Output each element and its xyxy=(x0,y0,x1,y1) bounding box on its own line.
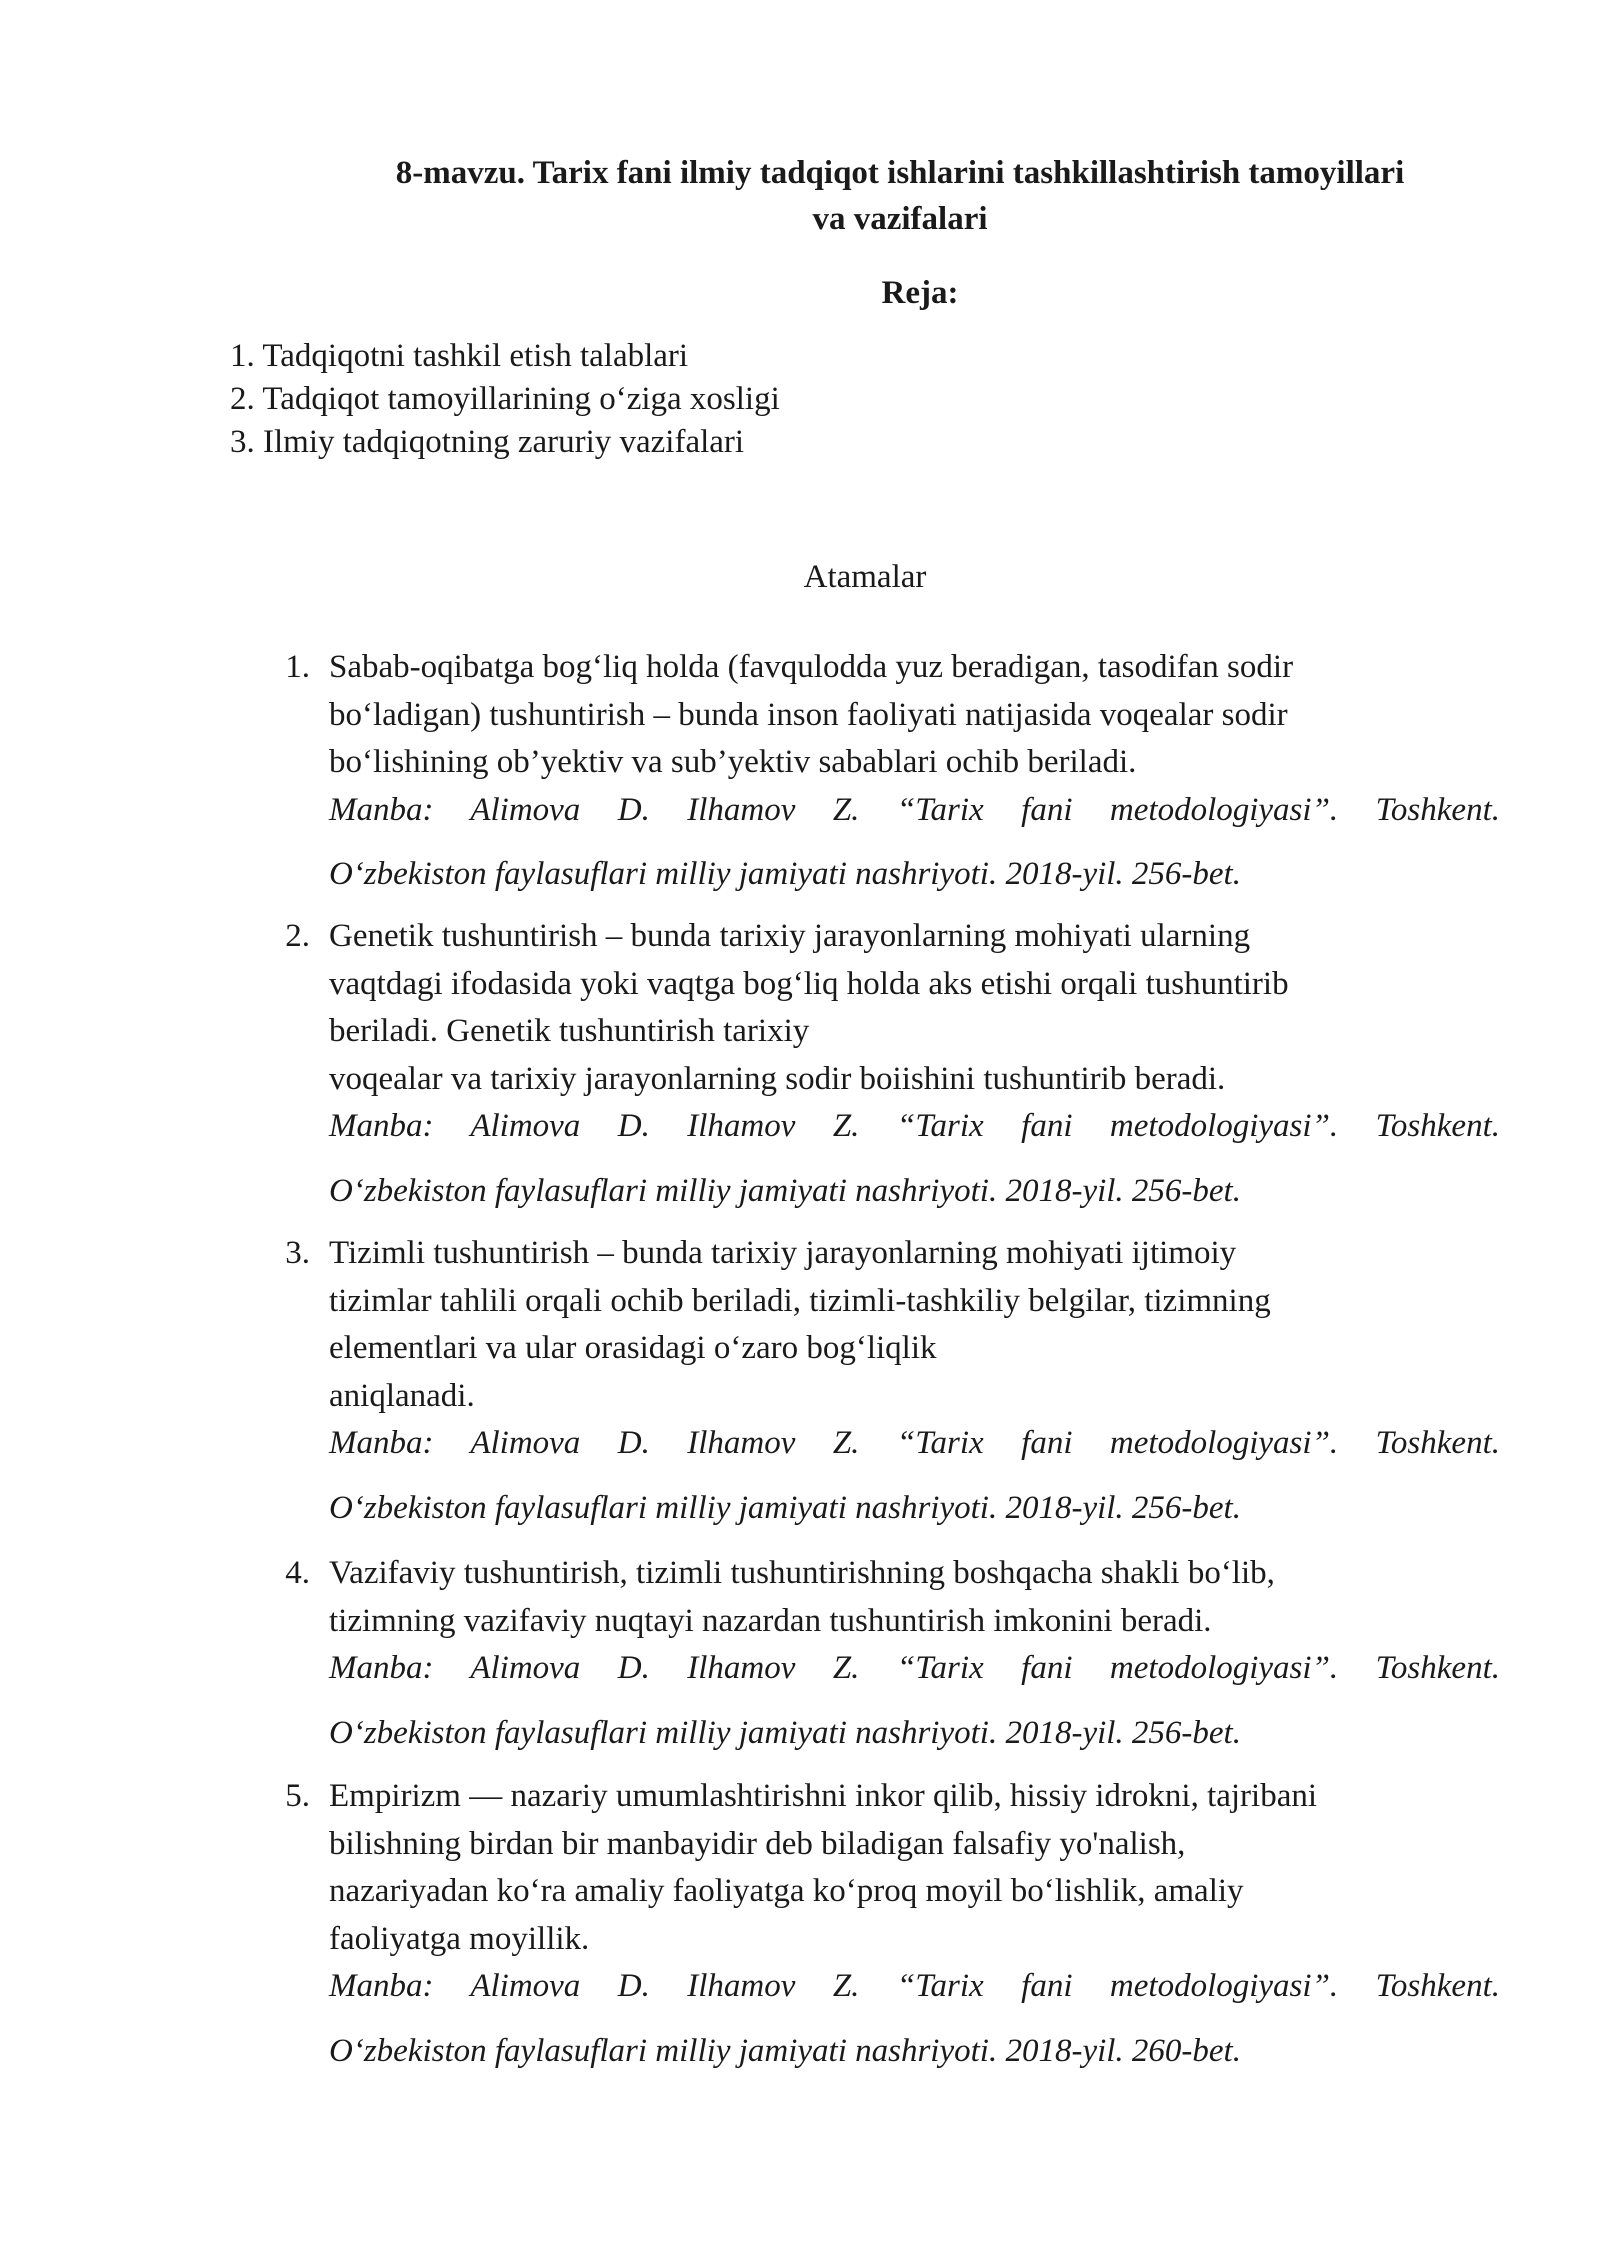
term-text-line: Tizimli tushuntirish – bunda tarixiy jarayonlarning mohiyati ijtimoiy xyxy=(329,1235,1237,1271)
plan-item: 2. Tadqiqot tamoyillarining o‘ziga xosligi xyxy=(230,381,780,417)
term-source-line: O‘zbekiston faylasuflari milliy jamiyati nashriyoti. 2018-yil. 256-bet. xyxy=(329,1489,1241,1526)
term-text-line: Empirizm — nazariy umumlashtirishni inkor qilib, hissiy idrokni, tajribani xyxy=(329,1778,1318,1814)
title-line-1: 8-mavzu. Tarix fani ilmiy tadqiqot ishlarini tashkillashtirish tamoyillari xyxy=(395,155,1405,191)
term-text-line: nazariyadan ko‘ra amaliy faoliyatga ko‘proq moyil bo‘lishlik, amaliy xyxy=(329,1873,1244,1909)
term-text-line: vaqtdagi ifodasida yoki vaqtga bog‘liq holda aks etishi orqali tushuntirib xyxy=(329,965,1289,1002)
title-line-2: va vazifalari xyxy=(812,201,988,237)
term-source-line: O‘zbekiston faylasuflari milliy jamiyati nashriyoti. 2018-yil. 256-bet. xyxy=(329,856,1241,892)
term-text-line: tizimning vazifaviy nuqtayi nazardan tushuntirish imkonini beradi. xyxy=(329,1602,1212,1639)
term-text-line: Vazifaviy tushuntirish, tizimli tushuntirishning boshqacha shakli bo‘lib, xyxy=(329,1555,1275,1591)
term-text-line: voqealar va tarixiy jarayonlarning sodir boiishini tushuntirib beradi. xyxy=(329,1060,1226,1097)
plan-list xyxy=(230,335,1130,464)
term-number: 5. xyxy=(285,1778,310,1814)
term-source-line: Manba: Alimova D. Ilhamov Z. “Tarix fani metodologiyasi”. Toshkent. xyxy=(329,791,1500,828)
terms-heading: Atamalar xyxy=(803,559,927,595)
term-number: 3. xyxy=(285,1235,310,1271)
plan-item: 3. Ilmiy tadqiqotning zaruriy vazifalari xyxy=(230,424,745,460)
term-body xyxy=(329,1230,1500,1532)
term-text-line: beriladi. Genetik tushuntirish tarixiy xyxy=(329,1013,810,1049)
term-text-line: faoliyatga moyillik. xyxy=(329,1920,590,1957)
term-body xyxy=(329,913,1500,1215)
term-source-line: O‘zbekiston faylasuflari milliy jamiyati nashriyoti. 2018-yil. 256-bet. xyxy=(329,1714,1241,1751)
term-source-line: O‘zbekiston faylasuflari milliy jamiyati nashriyoti. 2018-yil. 256-bet. xyxy=(329,1172,1241,1209)
term-source-line: Manba: Alimova D. Ilhamov Z. “Tarix fani metodologiyasi”. Toshkent. xyxy=(329,1968,1500,2004)
term-source-line: Manba: Alimova D. Ilhamov Z. “Tarix fani metodologiyasi”. Toshkent. xyxy=(329,1108,1500,1144)
term-body xyxy=(329,1550,1500,1757)
term-text-line: bo‘ladigan) tushuntirish – bunda inson faoliyati natijasida voqealar sodir xyxy=(329,696,1288,733)
plan-item: 1. Tadqiqotni tashkil etish talablari xyxy=(230,338,689,374)
plan-heading: Reja: xyxy=(881,275,959,311)
term-number: 4. xyxy=(285,1555,310,1591)
term-body xyxy=(329,1773,1500,2075)
term-text-line: Genetik tushuntirish – bunda tarixiy jarayonlarning mohiyati ularning xyxy=(329,918,1251,954)
term-number: 1. xyxy=(285,649,310,685)
term-text-line: tizimlar tahlili orqali ochib beriladi, tizimli-tashkiliy belgilar, tizimning xyxy=(329,1282,1271,1319)
term-number: 2. xyxy=(285,918,310,954)
term-source-line: O‘zbekiston faylasuflari milliy jamiyati nashriyoti. 2018-yil. 260-bet. xyxy=(329,2032,1241,2069)
term-body xyxy=(329,644,1500,899)
term-text-line: bilishning birdan bir manbayidir deb biladigan falsafiy yo'nalish, xyxy=(329,1825,1186,1862)
term-text-line: Sabab-oqibatga bog‘liq holda (favqulodda yuz beradigan, tasodifan sodir xyxy=(329,649,1294,685)
term-source-line: Manba: Alimova D. Ilhamov Z. “Tarix fani metodologiyasi”. Toshkent. xyxy=(329,1425,1500,1461)
page-title xyxy=(300,150,1500,242)
term-text-line: aniqlanadi. xyxy=(329,1377,475,1414)
term-source-line: Manba: Alimova D. Ilhamov Z. “Tarix fani metodologiyasi”. Toshkent. xyxy=(329,1650,1500,1686)
term-text-line: bo‘lishining ob’yektiv va sub’yektiv sabablari ochib beriladi. xyxy=(329,744,1137,780)
term-text-line: elementlari va ular orasidagi o‘zaro bog‘liqlik xyxy=(329,1330,937,1366)
